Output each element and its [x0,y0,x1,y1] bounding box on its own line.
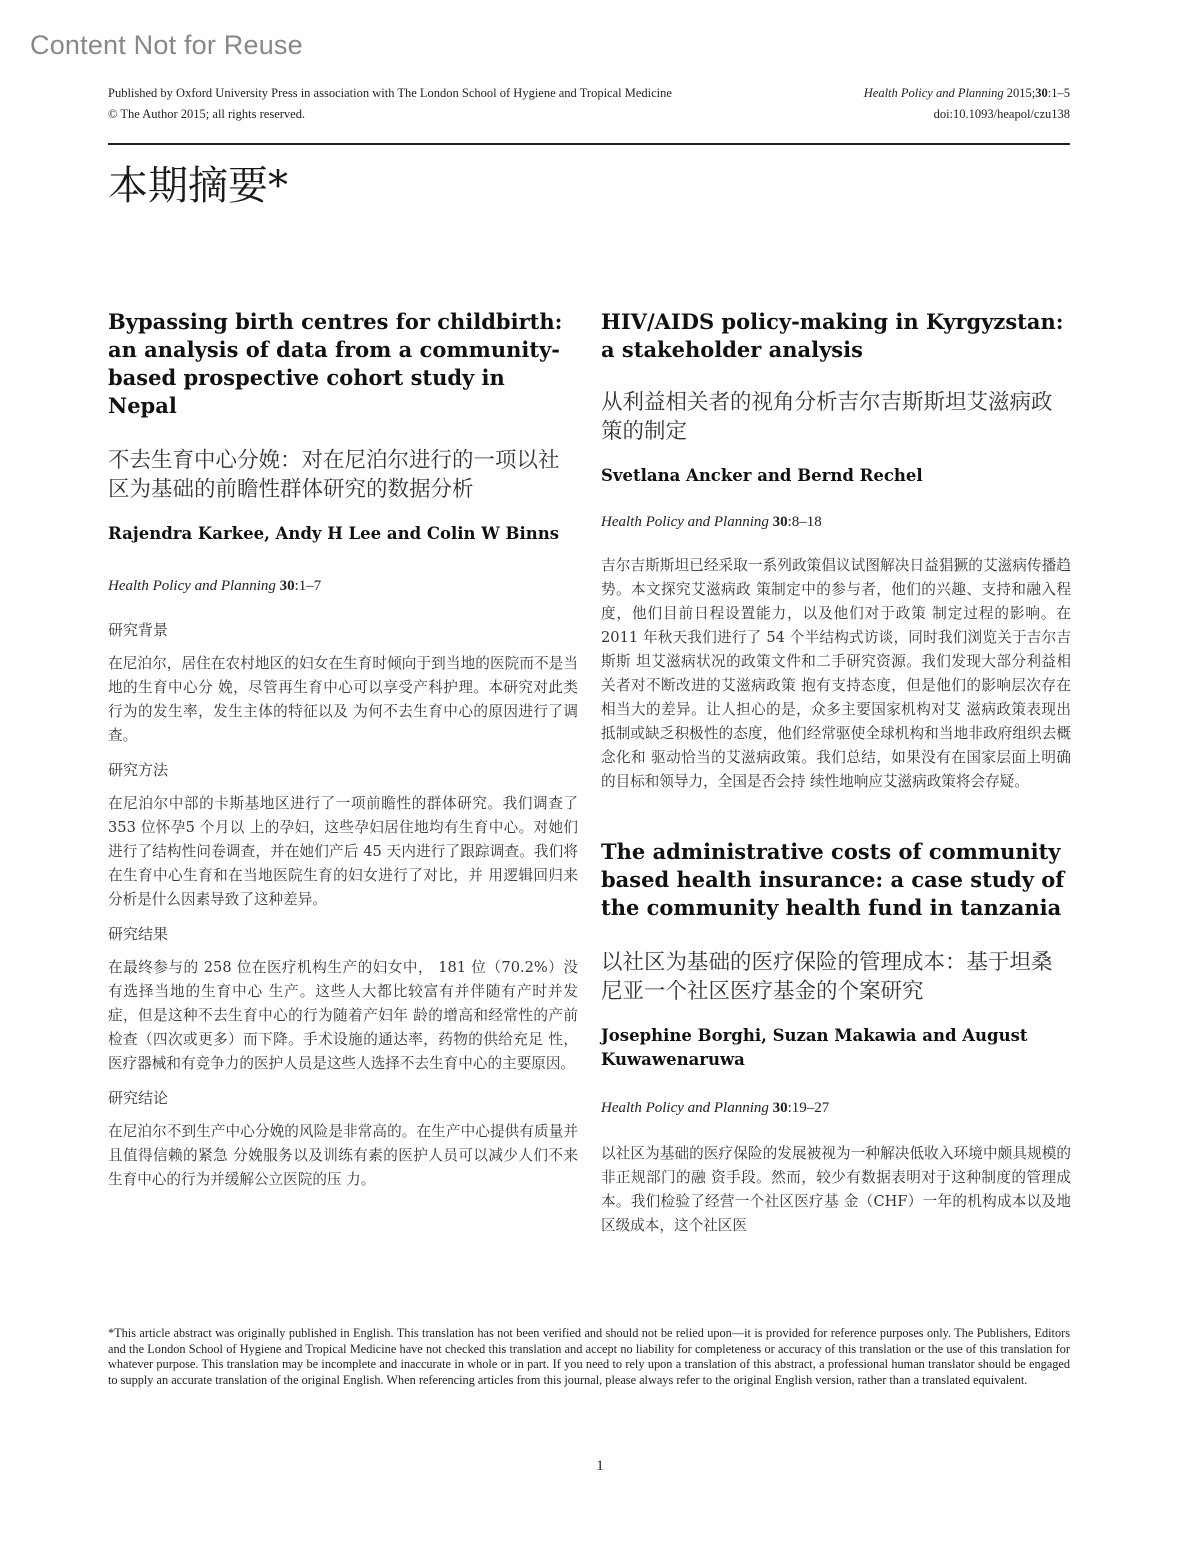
article-abstract: 以社区为基础的医疗保险的发展被视为一种解决低收入环境中颇具规模的非正规部门的融 资手段。然而，较少有数据表明对于这种制度的管理成本。我们检验了经营一个社区医疗基 金（CHF）一年的机构成本以及地区级成本，这个社区医 [601,1145,1071,1234]
section-text: 在尼泊尔不到生产中心分娩的风险是非常高的。在生产中心提供有质量并且值得信赖的紧急 分娩服务以及训练有素的医护人员可以减少人们不来生育中心的行为并缓解公立医院的压 力。 [108,1123,578,1188]
publisher-info [108,83,672,125]
section-heading: 研究结果 [108,925,169,943]
article-authors: Svetlana Ancker and Bernd Rechel [601,466,923,485]
article-title-zh: 从利益相关者的视角分析吉尔吉斯斯坦艾滋病政策的制定 [601,390,1053,444]
article-citation: Health Policy and Planning 30:1–7 [108,578,322,594]
article-3 [601,838,1071,1238]
journal-info [864,83,1070,125]
article-title-zh: 不去生育中心分娩：对在尼泊尔进行的一项以社区为基础的前瞻性群体研究的数据分析 [108,448,560,502]
copyright-line: © The Author 2015; all rights reserved. [108,107,306,121]
article-abstract: 吉尔吉斯斯坦已经采取一系列政策倡议试图解决日益猖獗的艾滋病传播趋势。本文探究艾滋病政 策制定中的参与者，他们的兴趣、支持和融入程度，他们目前日程设置能力，以及他们对于政策 制定过程的影响。在 2011 年秋天我们进行了 54 个半结构式访谈，同时我们浏览关于吉尔吉斯斯 坦艾滋病状况的政策文件和二手研究资源。我们发现大部分利益相关者对不断改进的艾滋病政策 抱有支持态度，但是他们的影响层次存在相当大的差异。让人担心的是，众多主要国家机构对艾 滋病政策表现出抵制或缺乏积极性的态度，他们经常驱使全球机构和当地非政府组织去概念化和 驱动恰当的艾滋病政策。我们总结，如果没有在国家层面上明确的目标和领导力，全国是否会持 续性地响应艾滋病政策将会存疑。 [601,557,1071,790]
publisher-line: Published by Oxford University Press in association with The London School of Hygiene and Tropical Medicine [108,86,672,100]
section-heading: 研究背景 [108,621,169,639]
journal-volume: 30 [1035,86,1048,100]
article-citation: Health Policy and Planning 30:8–18 [601,514,822,530]
section-text: 在最终参与的 258 位在医疗机构生产的妇女中， 181 位（70.2%）没有选择当地的生育中心 生产。这些人大都比较富有并伴随有产时并发症，但是这种不去生育中心的行为随着产妇年 龄的增高和经常性的产前检查（四次或更多）而下降。手术设施的通达率，药物的供给充足 性，医疗器械和有竞争力的医护人员是这些人选择不去生育中心的主要原因。 [108,959,578,1072]
right-column [601,308,1071,1238]
journal-pages: :1–5 [1047,86,1070,100]
article-title-en: Bypassing birth centres for childbirth: an analysis of data from a community-based prospective cohort study in Nepal [108,309,563,418]
journal-name: Health Policy and Planning [863,86,1004,100]
article-2 [601,308,1071,794]
article-authors: Rajendra Karkee, Andy H Lee and Colin W Binns [108,524,560,543]
section-heading: 研究方法 [108,761,169,779]
translation-disclaimer-footnote: *This article abstract was originally published in English. This translation has not been verified and should not be relied upon—it is provided for reference purposes only. The Publishers, Editors and the London School of Hygiene and Tropical Medicine have not checked this translation and accept no liability for completeness or accuracy of this translation or the use of this translation for whatever purpose. This translation may be incomplete and inaccurate in whole or in part. If you need to rely upon a translation of this abstract, a professional human translator should be engaged to supply an accurate translation of the original English. When referencing articles from this journal, please always refer to the original English version, rather than a translated equivalent. [108,1326,1070,1387]
journal-citation [864,83,1070,104]
page-title: 本期摘要* [108,163,288,209]
journal-year: 2015; [1003,86,1036,100]
section-text: 在尼泊尔，居住在农村地区的妇女在生育时倾向于到当地的医院而不是当地的生育中心分 娩，尽管再生育中心可以享受产科护理。本研究对此类行为的发生率，发生主体的特征以及 为何不去生育中心的原因进行了调查。 [108,655,578,744]
article-title-zh: 以社区为基础的医疗保险的管理成本：基于坦桑尼亚一个社区医疗基金的个案研究 [601,950,1053,1004]
article-authors: Josephine Borghi, Suzan Makawia and August Kuwawenaruwa [601,1026,1028,1069]
article-1 [108,308,578,1192]
section-text: 在尼泊尔中部的卡斯基地区进行了一项前瞻性的群体研究。我们调查了353 位怀孕5 个月以 上的孕妇，这些孕妇居住地均有生育中心。对她们进行了结构性问卷调查，并在她们产后 45 天内进行了跟踪调查。我们将在生育中心生育和在当地医院生育的妇女进行了对比，并 用逻辑回归来分析是什么因素导致了这种差异。 [108,795,578,908]
watermark: Content Not for Reuse [30,30,303,60]
doi: doi:10.1093/heapol/czu138 [933,107,1070,121]
article-title-en: The administrative costs of community based health insurance: a case study of the community health fund in tanzania [601,839,1065,920]
header-rule [108,143,1070,145]
article-title-en: HIV/AIDS policy-making in Kyrgyzstan: a stakeholder analysis [601,309,1064,362]
section-heading: 研究结论 [108,1089,169,1107]
page-number: 1 [596,1458,604,1474]
article-citation: Health Policy and Planning 30:19–27 [601,1100,830,1116]
